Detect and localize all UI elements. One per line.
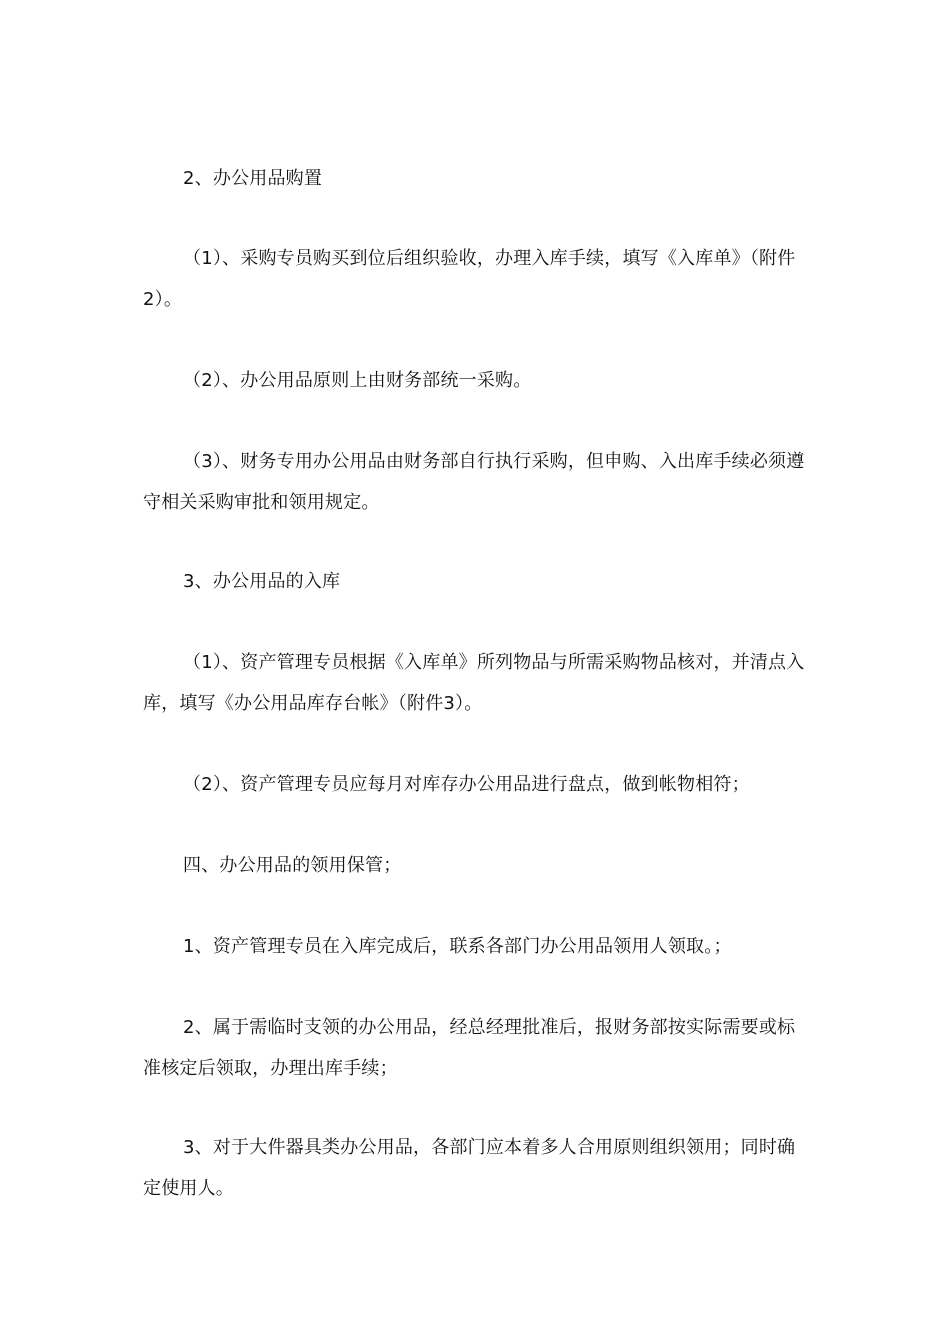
- paragraph-large-items-collection: 3、对于大件器具类办公用品，各部门应本着多人合用原则组织领用；同时确定使用人。: [143, 1137, 796, 1199]
- heading-office-supplies-storage: 3、办公用品的入库: [183, 571, 341, 592]
- paragraph-temporary-collection: 2、属于需临时支领的办公用品，经总经理批准后，报财务部按实际需要或标准核定后领取，办理出库手续；: [143, 1017, 796, 1079]
- paragraph-monthly-inventory: （2）、资产管理专员应每月对库存办公用品进行盘点，做到帐物相符；: [183, 774, 750, 795]
- paragraph-finance-special-purchase: （3）、财务专用办公用品由财务部自行执行采购，但申购、入出库手续必须遵守相关采购审批和领用规定。: [143, 451, 805, 513]
- heading-collection-custody: 四、办公用品的领用保管；: [183, 855, 402, 876]
- heading-office-supplies-purchase: 2、办公用品购置: [183, 168, 323, 189]
- paragraph-unified-purchase: （2）、办公用品原则上由财务部统一采购。: [183, 370, 532, 391]
- paragraph-collection-notice: 1、资产管理专员在入库完成后，联系各部门办公用品领用人领取。；: [183, 936, 732, 957]
- paragraph-purchase-acceptance: （1）、采购专员购买到位后组织验收，办理入库手续，填写《入库单》（附件2）。: [143, 248, 796, 310]
- paragraph-storage-check: （1）、资产管理专员根据《入库单》所列物品与所需采购物品核对，并清点入库，填写《办公用品库存台帐》（附件3）。: [143, 652, 805, 714]
